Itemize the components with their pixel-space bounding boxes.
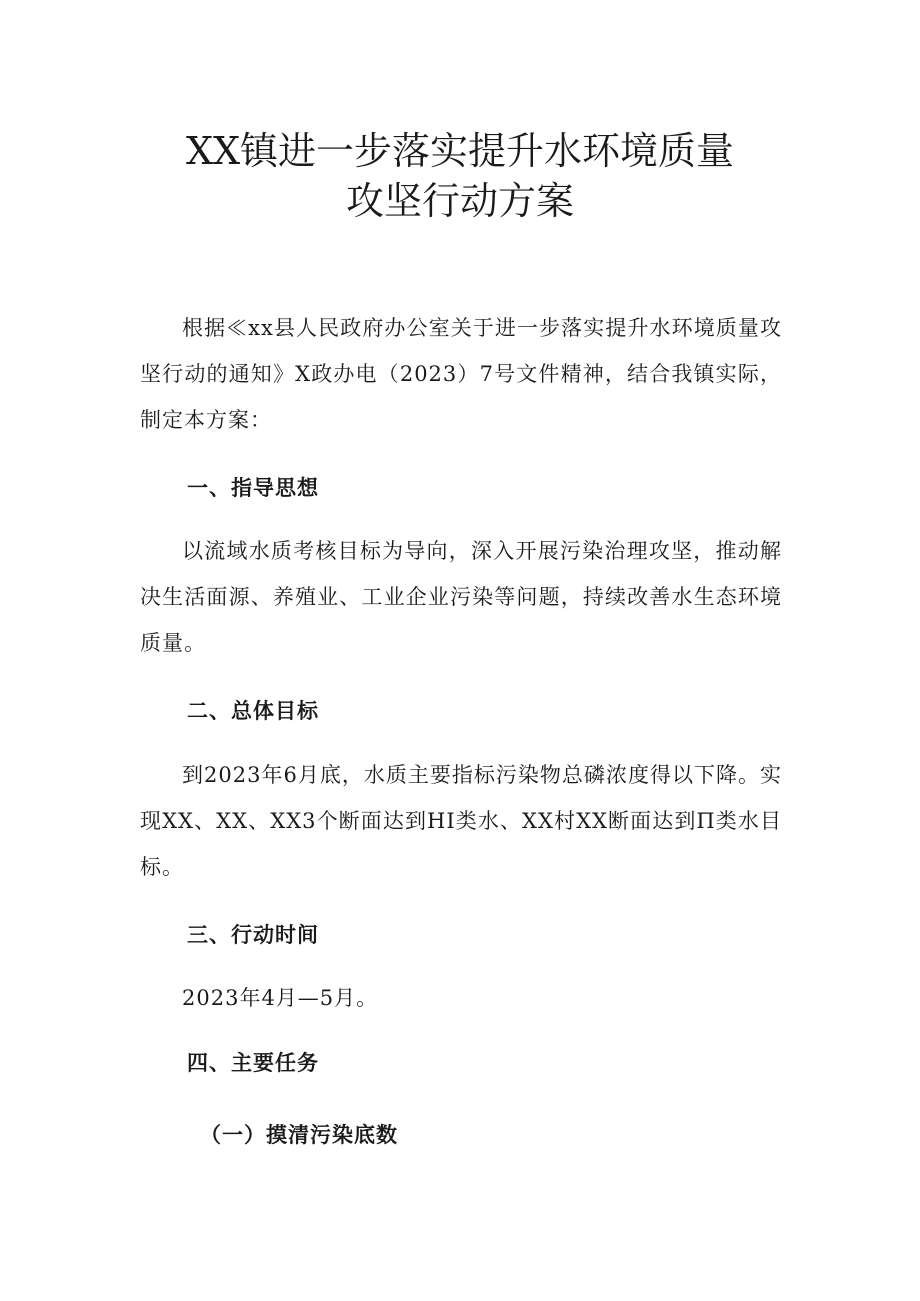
section-body-overall-goal: 到2023年6月底，水质主要指标污染物总磷浓度得以下降。实现XX、XX、XX3个断面达到HI类水、XX村XX断面达到Π类水目标。	[140, 763, 782, 879]
section-heading-guiding-ideology: 一、指导思想	[187, 476, 319, 500]
section-body-action-time: 2023年4月—5月。	[182, 986, 379, 1010]
document-title-line-2: 攻坚行动方案	[345, 179, 574, 223]
section-body-guiding-ideology: 以流域水质考核目标为导向，深入开展污染治理攻坚，推动解决生活面源、养殖业、工业企业污染等问题，持续改善水生态环境质量。	[140, 539, 782, 655]
section-heading-overall-goal: 二、总体目标	[187, 699, 319, 723]
intro-paragraph: 根据≪xx县人民政府办公室关于进一步落实提升水环境质量攻坚行动的通知》X政办电（2023）7号文件精神，结合我镇实际，制定本方案：	[140, 316, 782, 432]
section-heading-action-time: 三、行动时间	[187, 923, 319, 947]
subsection-heading-pollution-baseline: （一）摸清污染底数	[200, 1123, 398, 1147]
section-heading-main-tasks: 四、主要任务	[187, 1051, 319, 1075]
document-title-line-1: XX镇进一步落实提升水环境质量	[185, 129, 735, 173]
